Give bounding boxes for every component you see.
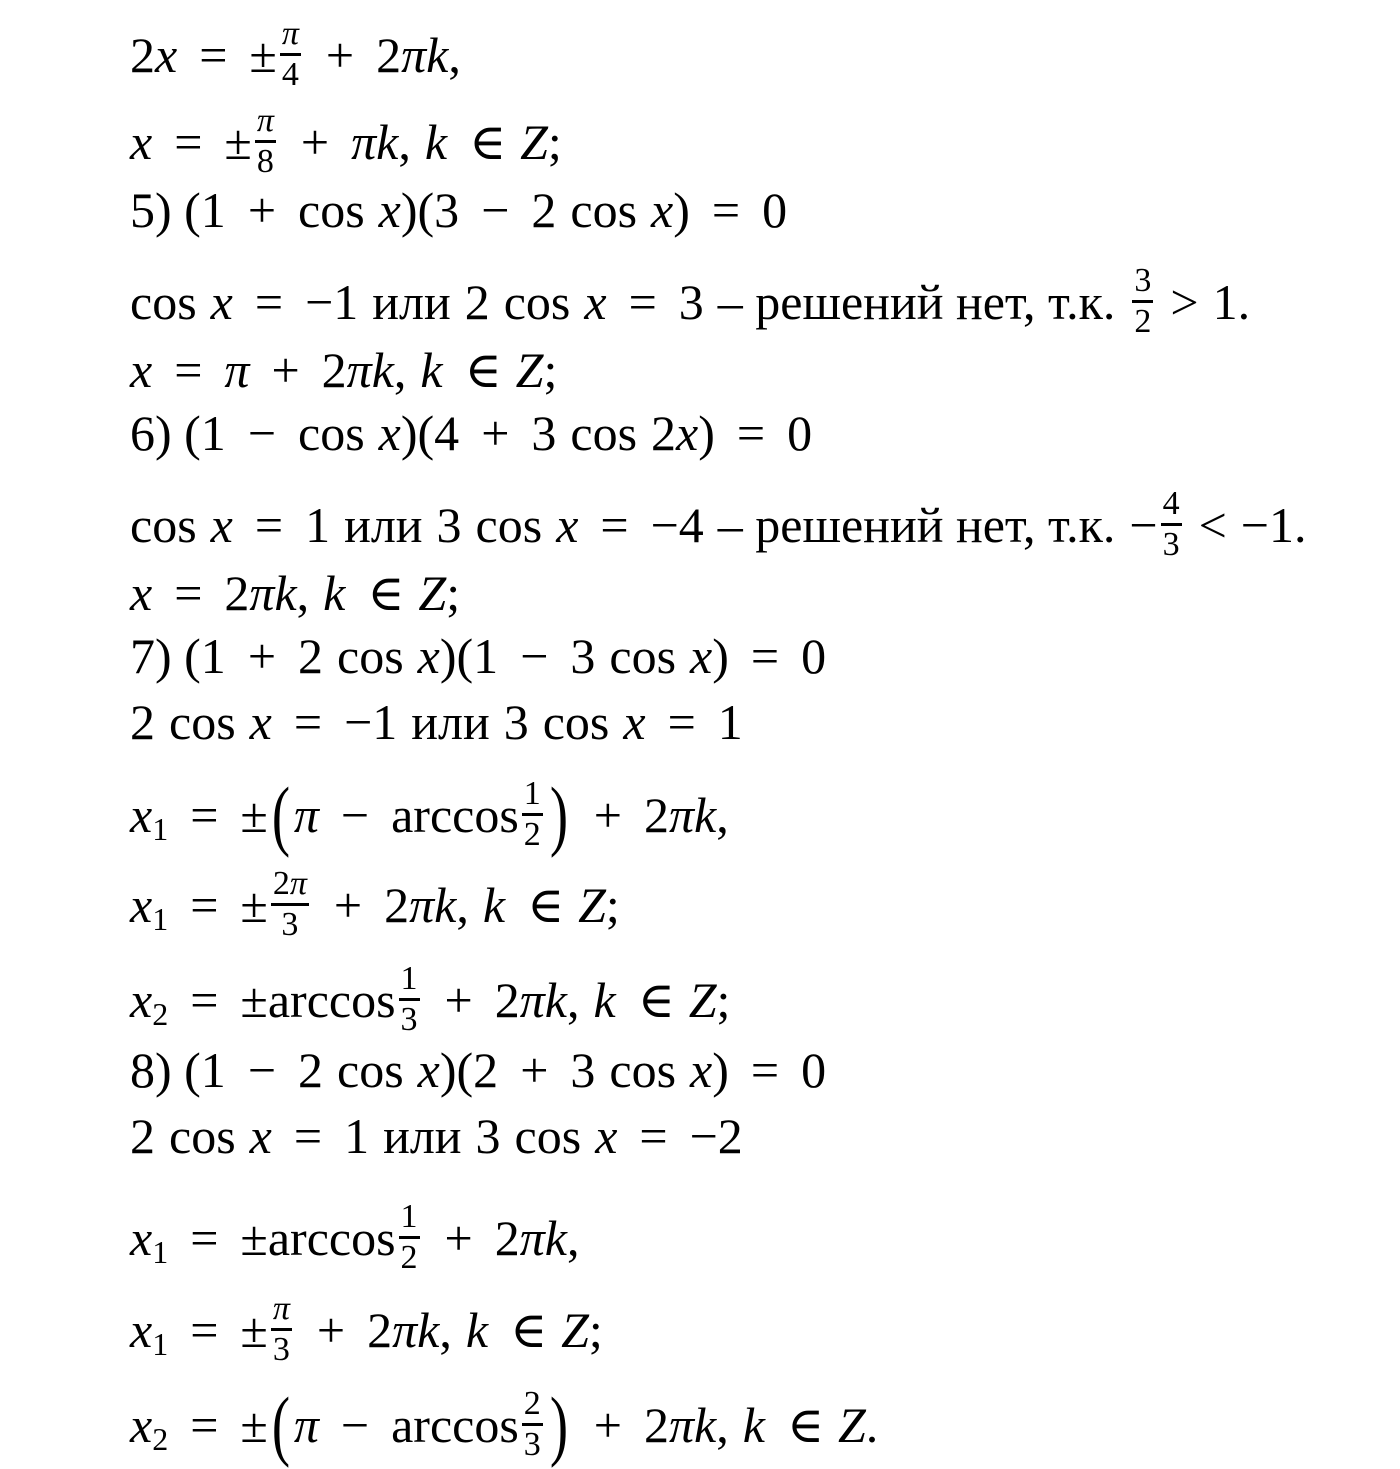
- fraction: $\frac{\pi}{3}$: [272, 1290, 290, 1368]
- equation-line-8: x = 2 πk , k ∈ Z ;: [130, 565, 461, 621]
- fraction: $\frac{3}{2}$: [1134, 262, 1152, 340]
- equation-line-6: 6) (1 − cos x )(4 + 3 cos 2 x ) = 0: [130, 405, 813, 461]
- equation-line-3: 5) (1 + cos x )(3 − 2 cos x ) = 0: [130, 182, 788, 238]
- no-solutions-text: – решений нет, т.к.: [717, 496, 1116, 553]
- fraction: $\frac{\pi}{4}$: [281, 15, 299, 93]
- equation-line-5: x = π + 2 πk , k ∈ Z ;: [130, 342, 558, 398]
- equation-line-18: x 2 = ± ( π − arccos $\frac{2}{3}$ ) + 2 πk , k ∈ Z .: [130, 1380, 879, 1468]
- equation-line-2: x = ± $\frac{\pi}{8}$ + πk , k ∈ Z ;: [130, 102, 562, 180]
- equation-line-13: x 2 = ± arccos $\frac{1}{3}$ + 2 πk , k ∈ Z ;: [130, 960, 731, 1038]
- fraction: $\frac{4}{3}$: [1162, 485, 1180, 563]
- or-word: или: [383, 1108, 462, 1164]
- equation-line-15: 2 cos x = 1 или 3 cos x = −2: [130, 1108, 743, 1164]
- or-word: или: [372, 273, 451, 330]
- equation-line-7: cos x = 1 или 3 cos x = −4 – решений нет, т.к. − $\frac{4}{3}$ < −1.: [130, 485, 1307, 563]
- fraction: $\frac{2}{3}$: [523, 1385, 541, 1463]
- no-solutions-text: – решений нет, т.к.: [717, 273, 1116, 330]
- fraction: $\frac{\pi}{8}$: [256, 102, 274, 180]
- equation-line-14: 8) (1 − 2 cos x )(2 + 3 cos x ) = 0: [130, 1042, 827, 1098]
- fraction: $\frac{1}{2}$: [400, 1198, 418, 1276]
- equation-line-11: x 1 = ± ( π − arccos $\frac{1}{2}$ ) + 2 πk ,: [130, 770, 729, 858]
- equation-line-1: 2 x = ± $\frac{\pi}{4}$ + 2 πk ,: [130, 15, 461, 93]
- equation-line-12: x 1 = ± $\frac{2\pi}{3}$ + 2 πk , k ∈ Z ;: [130, 865, 620, 943]
- or-word: или: [344, 496, 423, 553]
- equation-line-16: x 1 = ± arccos $\frac{1}{2}$ + 2 πk ,: [130, 1198, 580, 1276]
- equation-line-4: cos x = −1 или 2 cos x = 3 – решений нет, т.к. $\frac{3}{2}$ > 1.: [130, 262, 1251, 340]
- fraction: $\frac{1}{2}$: [523, 775, 541, 853]
- equation-line-10: 2 cos x = −1 или 3 cos x = 1: [130, 694, 743, 750]
- or-word: или: [411, 694, 490, 750]
- equation-line-17: x 1 = ± $\frac{\pi}{3}$ + 2 πk , k ∈ Z ;: [130, 1290, 603, 1368]
- fraction: $\frac{1}{3}$: [400, 960, 418, 1038]
- fraction: $\frac{2\pi}{3}$: [272, 865, 307, 943]
- equation-line-9: 7) (1 + 2 cos x )(1 − 3 cos x ) = 0: [130, 628, 827, 684]
